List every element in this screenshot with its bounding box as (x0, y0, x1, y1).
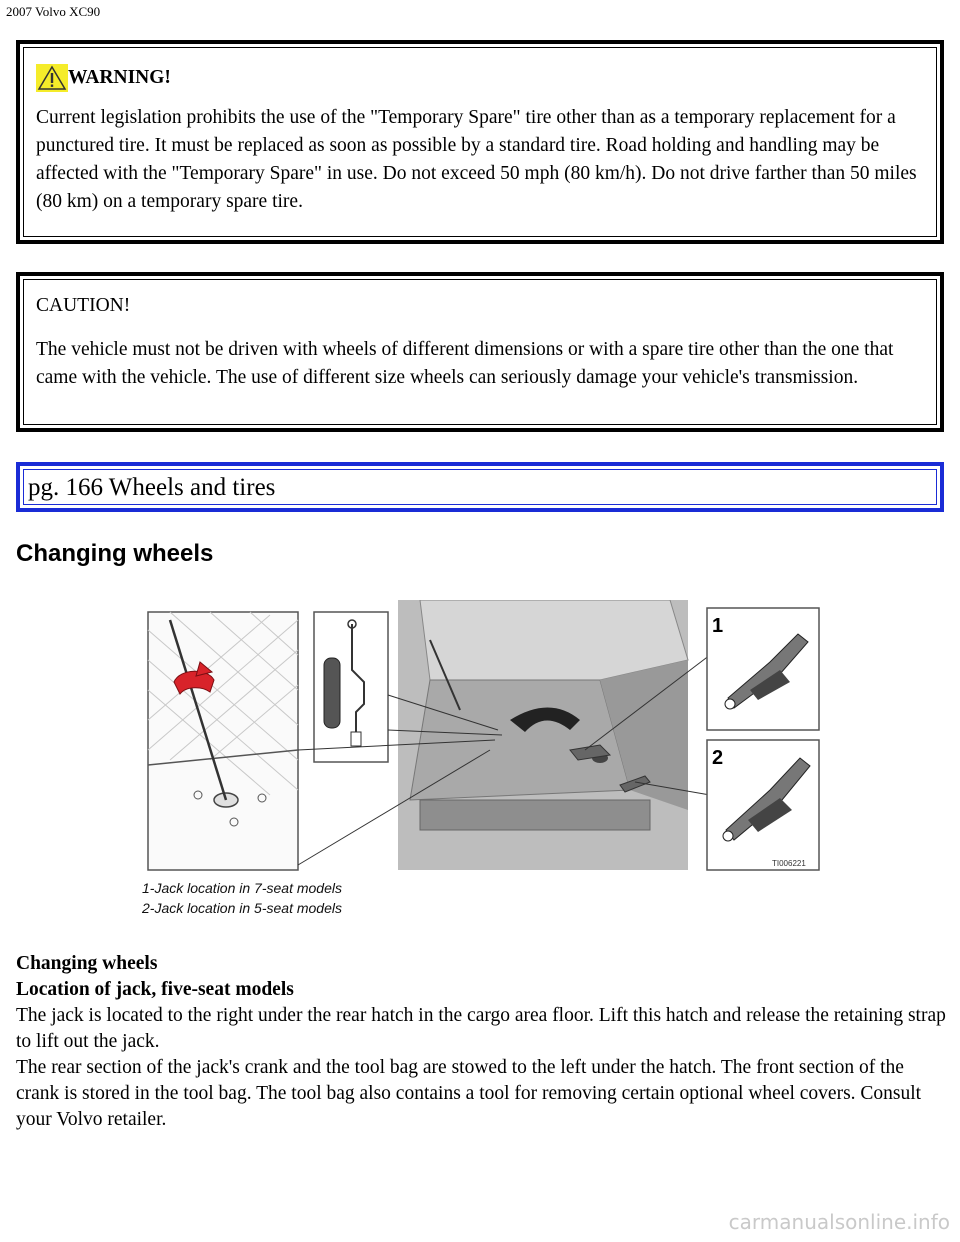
figure-caption-2: 2-Jack location in 5-seat models (142, 900, 342, 916)
caution-title: CAUTION! (36, 295, 131, 316)
jack-panel-1 (707, 608, 819, 730)
body-subheading-2: Location of jack, five-seat models (16, 979, 294, 1000)
warning-title-row (36, 62, 924, 92)
caution-box (16, 272, 944, 432)
warning-triangle-icon (36, 64, 68, 92)
body-paragraph-2: The rear section of the jack's crank and the tool bag are stowed to the left under the hatch. The front section of the crank is stored in the tool bag. The tool bag also contains a tool for removing certain optional wheel covers. Consult your Volvo retailer. (16, 1057, 922, 1130)
caution-title-row (36, 294, 924, 320)
cargo-floor-panel (148, 612, 298, 870)
jack-location-illustration (130, 600, 830, 920)
caution-text: The vehicle must not be driven with wheels of different dimensions or with a spare tire other than the one that came with the vehicle. The use of different size wheels can seriously damage your vehicle's transmission. (36, 339, 894, 388)
figure-code: TI006221 (772, 859, 806, 868)
tool-bag-panel (314, 612, 388, 762)
footer-watermark: carmanualsonline.info (728, 1210, 950, 1234)
document-header-title: 2007 Volvo XC90 (6, 4, 101, 19)
jack-location-figure (130, 600, 830, 920)
warning-title: WARNING! (68, 67, 171, 88)
jack-callout-2: 2 (712, 747, 724, 769)
body-paragraph-1: The jack is located to the right under the rear hatch in the cargo area floor. Lift this hatch and release the retaining strap to lift out the jack. (16, 1005, 946, 1052)
warning-box (16, 40, 944, 244)
figure-caption-1: 1-Jack location in 7-seat models (142, 880, 342, 896)
page-reference-box (16, 462, 944, 512)
page-reference: pg. 166 Wheels and tires (23, 469, 937, 505)
body-text (16, 951, 946, 1133)
jack-panel-2 (707, 740, 819, 870)
warning-text: Current legislation prohibits the use of the "Temporary Spare" tire other than as a temporary replacement for a punctured tire. It must be replaced as soon as possible by a standard tire. Road holding and handling may be affected with the "Temporary Spare" in use. Do not exceed 50 mph (80 km/h). Do not drive farther than 50 miles (80 km) on a temporary spare tire. (36, 107, 917, 212)
jack-callout-1: 1 (712, 615, 724, 637)
section-heading: Changing wheels (16, 540, 214, 567)
body-subheading-1: Changing wheels (16, 953, 158, 974)
vehicle-rear-panel (398, 600, 688, 870)
